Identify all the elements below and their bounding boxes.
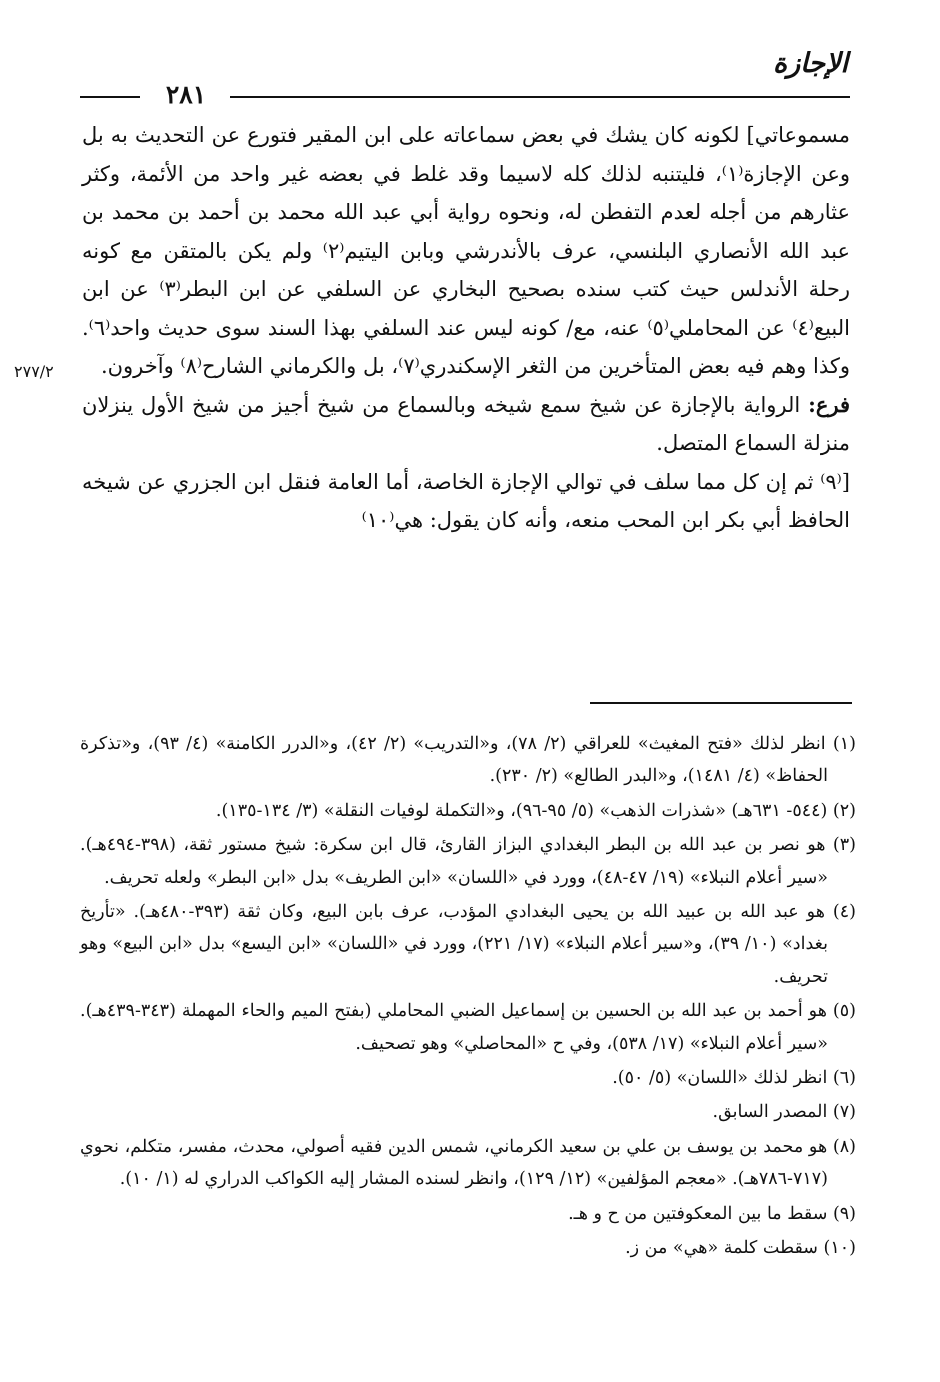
header-rule (230, 96, 850, 98)
footnote-10: (١٠) سقطت كلمة «هي» من ز. (625, 1238, 856, 1259)
page-number: ٢٨١ (165, 80, 207, 109)
paragraph-2-label: فرع: (808, 391, 851, 417)
header-rule-left (80, 96, 140, 98)
footnote-4: (٤) هو عبد الله بن عبيد الله بن يحيى البغدادي المؤدب، عرف بابن البيع، وكان ثقة (٣٩٣-٤٨٠هـ). «تأريخ بغداد» (١٠/ ٣٩)، و«سير أعلام النبلاء» (١٧/ ٢٢١)، وورد في «اللسان» «ابن اليسع» بدل «ابن البيع» وهو تحريف. (80, 902, 856, 987)
paragraph-2-text: الرواية بالإجازة عن شيخ سمع شيخه وبالسماع من شيخ أجيز من شيخ الأول ينزلان منزلة السماع المتصل. (82, 392, 850, 455)
footnote-separator (590, 702, 852, 704)
footnote-2: (٢) (٥٤٤- ٦٣١هـ) «شذرات الذهب» (٥/ ٩٥-٩٦)، و«التكملة لوفيات النقلة» (٣/ ١٣٤-١٣٥). (215, 800, 856, 821)
running-title: الإجازة (772, 48, 848, 79)
main-text (82, 116, 850, 540)
footnote-6: (٦) انظر لذلك «اللسان» (٥/ ٥٠). (612, 1068, 856, 1089)
footnote-7: (٧) المصدر السابق. (712, 1102, 856, 1123)
margin-reference: ٢٧٧/٢ (14, 362, 54, 381)
footnote-9: (٩) سقط ما بين المعكوفتين من ح و هـ. (568, 1203, 856, 1224)
paragraph-3: [⁽٩⁾ ثم إن كل مما سلف في توالي الإجازة الخاصة، أما العامة فنقل ابن الجزري عن شيخه الحافظ أبي بكر ابن المحب منعه، وأنه كان يقول: هي⁽١٠⁾ (82, 469, 850, 532)
paragraph-1: مسموعاتي] لكونه كان يشك في بعض سماعاته على ابن المقير فتورع عن التحديث به بل وعن الإجازة⁽١⁾، فليتنبه لذلك كله لاسيما وقد غلط في بعضه غير واحد من الأئمة، وكثر عثارهم من أجله لعدم التفطن له، ونحوه رواية أبي عبد الله محمد بن أحمد بن محمد بن عبد الله الأنصاري البلنسي، عرف بالأندرشي وبابن اليتيم⁽٢⁾ ولم يكن بالمتقن مع كونه رحلة الأندلس حيث كتب سنده بصحيح البخاري عن السلفي عن ابن البطر⁽٣⁾ عن ابن البيع⁽٤⁾ عن المحاملي⁽٥⁾ عنه، مع/ كونه ليس عند السلفي بهذا السند سوى حديث واحد⁽٦⁾. وكذا وهم فيه بعض المتأخرين من الثغر الإسكندري⁽٧⁾، بل والكرماني الشارح⁽٨⁾ وآخرون. (82, 123, 850, 378)
paragraph-2 (82, 386, 850, 463)
footnote-1: (١) انظر لذلك «فتح المغيث» للعراقي (٢/ ٧٨)، و«التدريب» (٢/ ٤٢)، و«الدرر الكامنة» (٤/ ٩٣)، و«تذكرة الحفاظ» (٤/ ١٤٨١)، و«البدر الطالع» (٢/ ٢٣٠). (80, 734, 856, 787)
footnote-5: (٥) هو أحمد بن عبد الله بن الحسين بن إسماعيل الضبي المحاملي (بفتح الميم والحاء المهملة (٣٤٣-٤٣٩هـ). «سير أعلام النبلاء» (١٧/ ٥٣٨)، وفي ح «المحاصلي» وهو تصحيف. (80, 1001, 856, 1054)
footnote-3: (٣) هو نصر بن عبد الله بن البطر البغدادي البزاز القارئ، قال ابن سكرة: شيخ مستور ثقة، (٣٩٨-٤٩٤هـ). «سير أعلام النبلاء» (١٩/ ٤٧-٤٨)، وورد في «اللسان» «ابن الطريف» بدل «ابن البطر» ولعله تحريف. (80, 835, 856, 888)
footnotes (80, 728, 856, 1265)
footnote-8: (٨) هو محمد بن يوسف بن علي بن سعيد الكرماني، شمس الدين فقيه أصولي، محدث، مفسر، متكلم، نحوي (٧١٧-٧٨٦هـ). «معجم المؤلفين» (١٢/ ١٢٩)، وانظر لسنده المشار إليه الكواكب الدراري له (١/ ١٠). (80, 1136, 856, 1190)
